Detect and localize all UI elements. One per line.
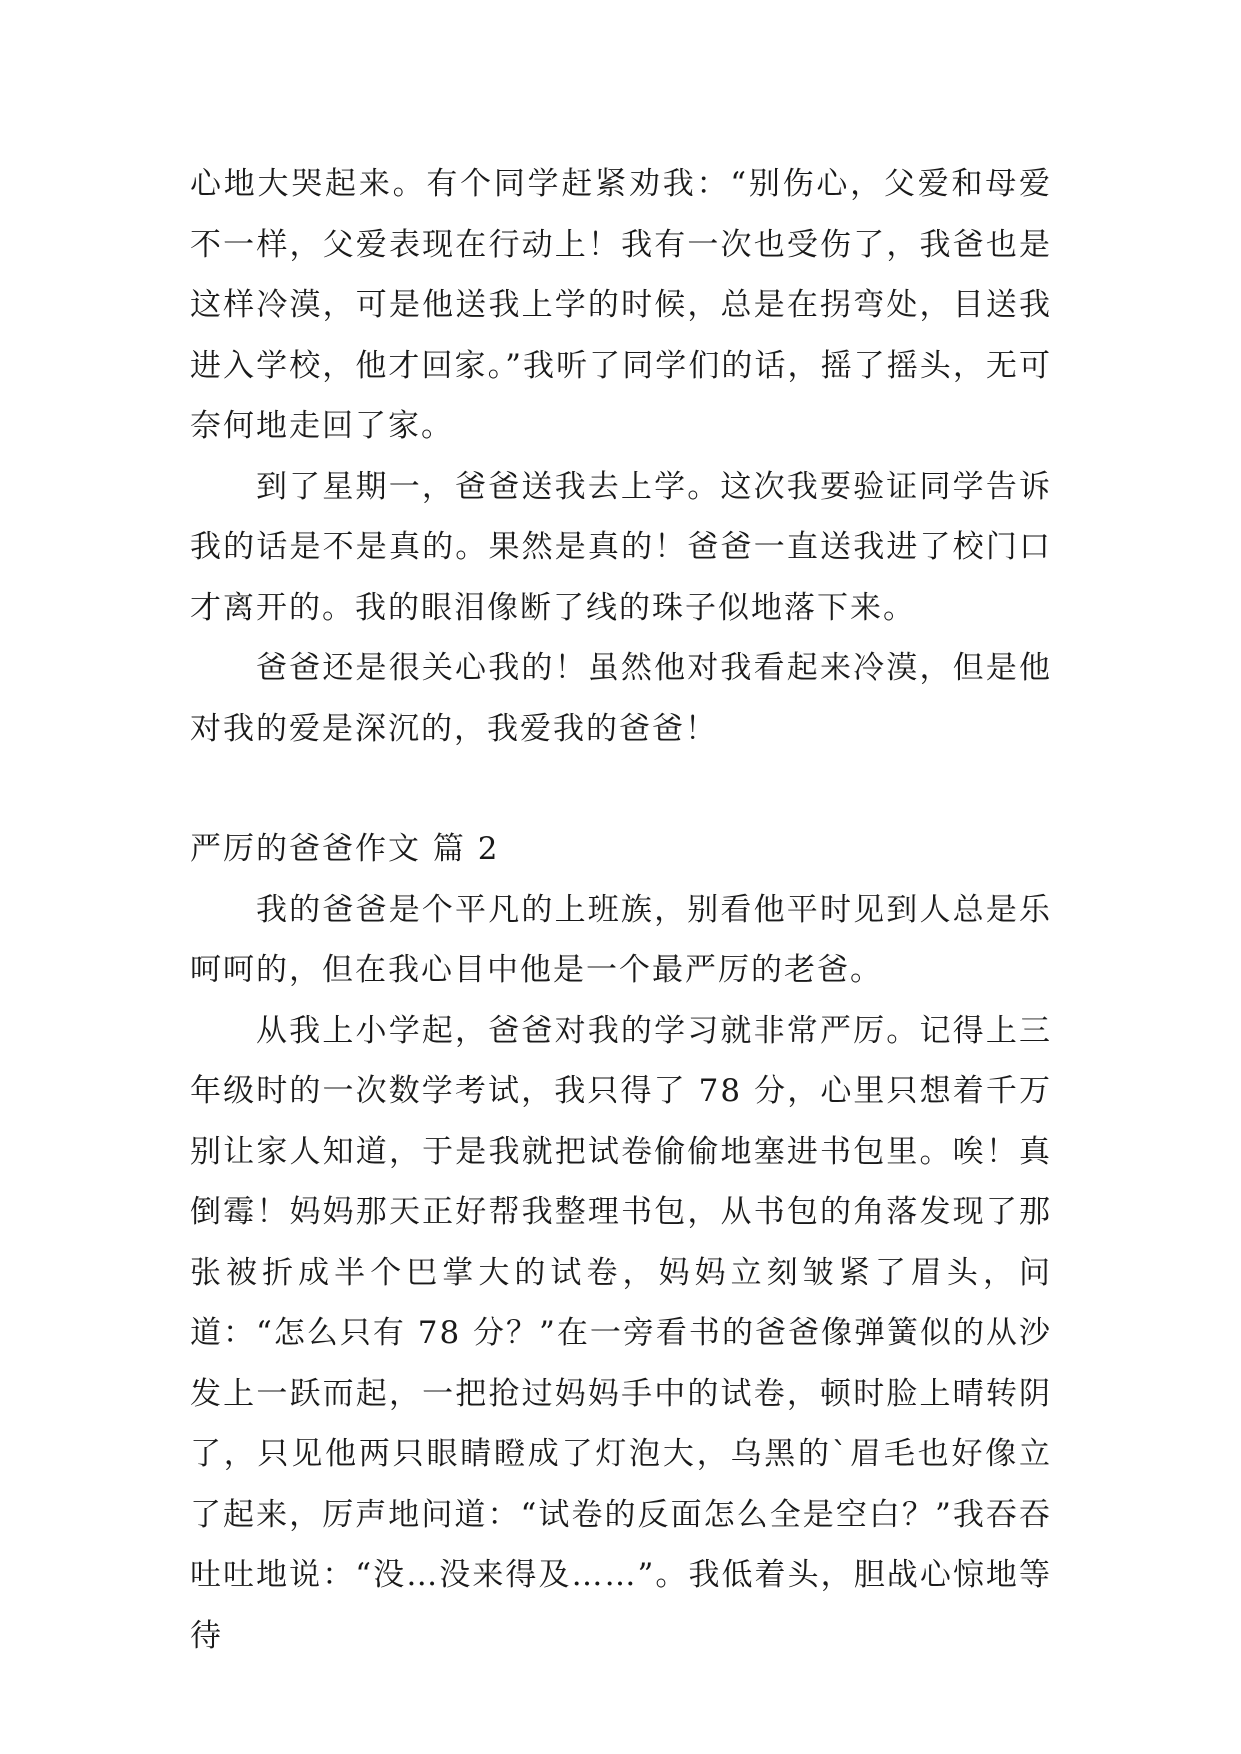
document-body [190, 154, 1052, 1666]
paragraph: 到了星期一，爸爸送我去上学。这次我要验证同学告诉我的话是不是真的。果然是真的！爸爸一直送我进了校门口才离开的。我的眼泪像断了线的珠子似地落下来。 [190, 468, 1052, 626]
paragraph: 我的爸爸是个平凡的上班族，别看他平时见到人总是乐呵呵的，但在我心目中他是一个最严厉的老爸。 [190, 891, 1052, 988]
paragraph: 心地大哭起来。有个同学赶紧劝我：“别伤心，父爱和母爱不一样，父爱表现在行动上！我有一次也受伤了，我爸也是这样冷漠，可是他送我上学的时候，总是在拐弯处，目送我进入学校，他才回家。”我听了同学们的话，摇了摇头，无可奈何地走回了家。 [190, 166, 1052, 444]
paragraph: 从我上小学起，爸爸对我的学习就非常严厉。记得上三年级时的一次数学考试，我只得了 78 分，心里只想着千万别让家人知道，于是我就把试卷偷偷地塞进书包里。唉！真倒霉！妈妈那天正好帮我整理书包，从书包的角落发现了那张被折成半个巴掌大的试卷，妈妈立刻皱紧了眉头，问道：“怎么只有 78 分？”在一旁看书的爸爸像弹簧似的从沙发上一跃而起，一把抢过妈妈手中的试卷，顿时脸上晴转阴了，只见他两只眼睛瞪成了灯泡大，乌黑的`眉毛也好像立了起来，厉声地问道：“试卷的反面怎么全是空白？”我吞吞吐吐地说：“没…没来得及……”。我低着头，胆战心惊地等待 [190, 1012, 1052, 1654]
paragraph: 爸爸还是很关心我的！虽然他对我看起来冷漠，但是他对我的爱是深沉的，我爱我的爸爸！ [190, 650, 1052, 747]
section-title: 严厉的爸爸作文 篇 2 [190, 831, 500, 867]
